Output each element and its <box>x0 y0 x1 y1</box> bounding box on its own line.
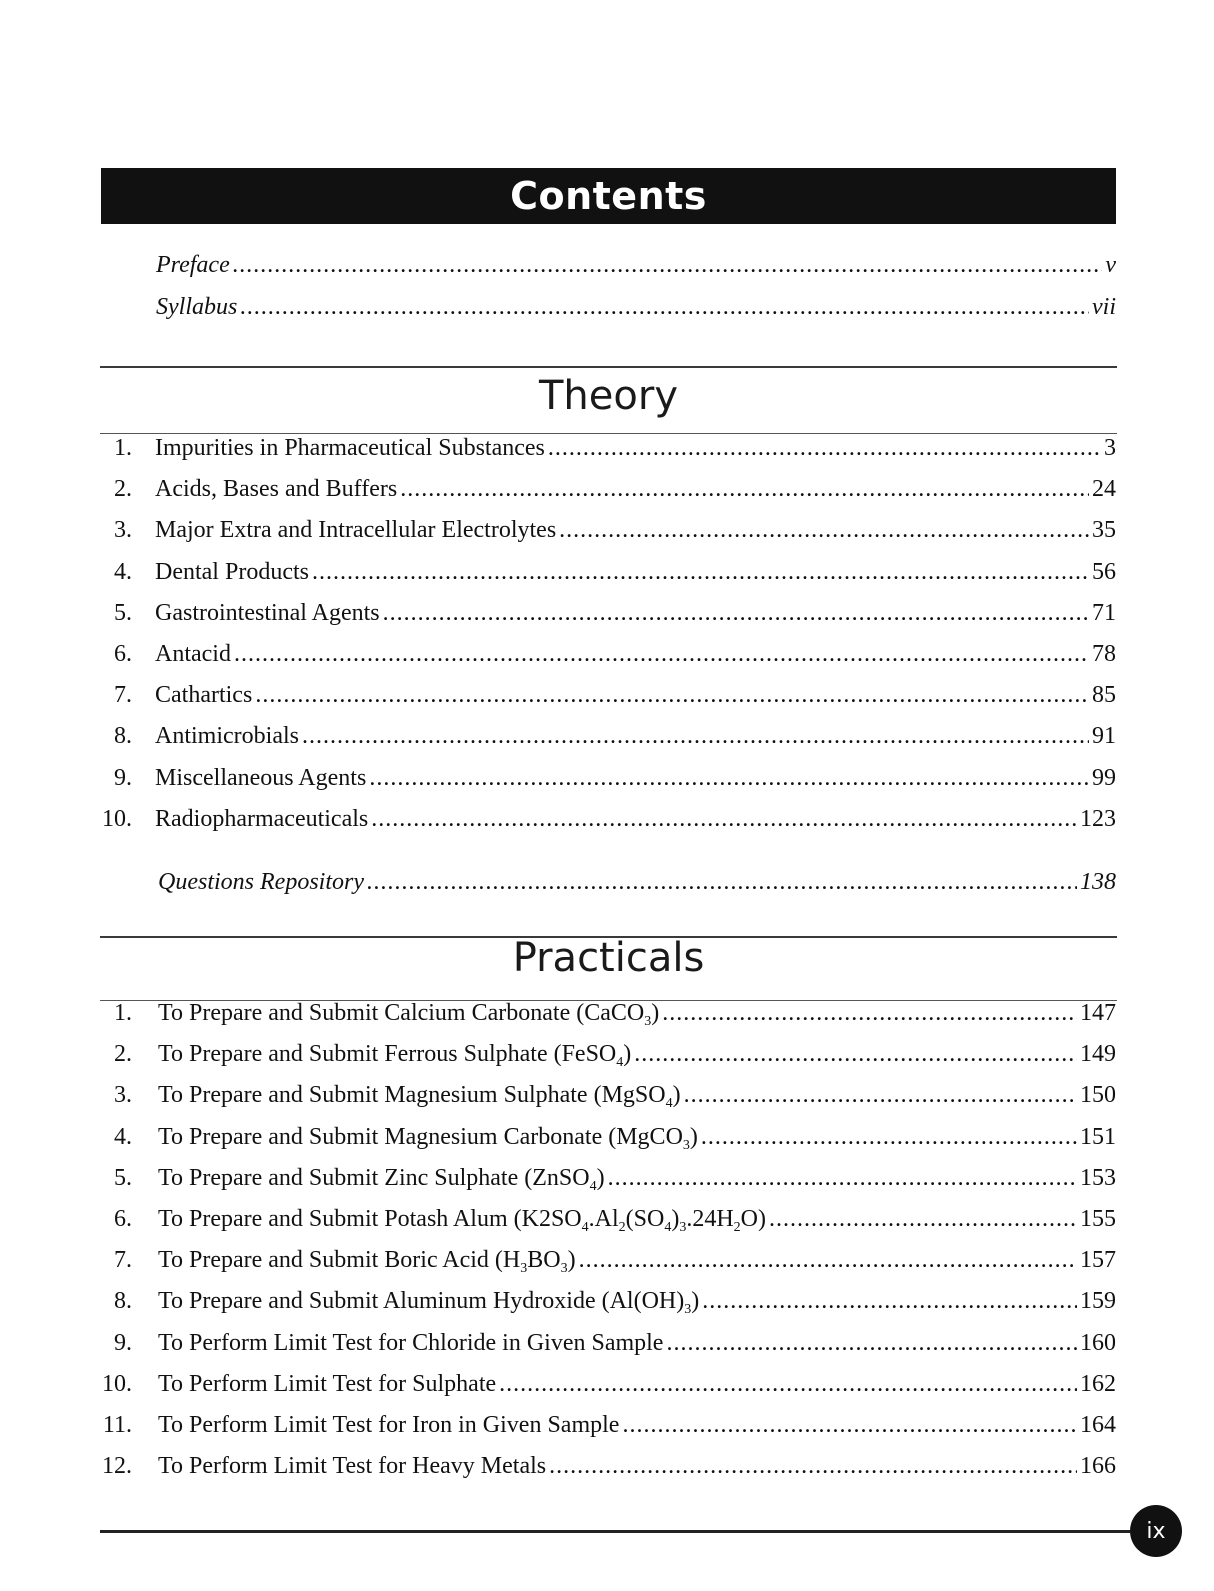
toc-entry-page: 35 <box>1092 517 1116 544</box>
toc-entry-title: Cathartics <box>155 682 253 709</box>
toc-entry[interactable] <box>96 721 1116 751</box>
footer-rule <box>100 1530 1130 1533</box>
section-title-theory: Theory <box>539 373 678 419</box>
toc-entry-number: 5. <box>114 599 132 626</box>
toc-entry[interactable] <box>96 639 1116 669</box>
toc-entry[interactable] <box>96 1369 1116 1399</box>
toc-entry-page: 153 <box>1080 1164 1116 1191</box>
toc-entry-page: 162 <box>1080 1370 1116 1397</box>
toc-entry-label <box>155 721 302 751</box>
page-number-badge <box>1130 1505 1182 1557</box>
toc-entry-label <box>155 598 383 628</box>
toc-entry-label <box>158 1080 684 1110</box>
toc-entry-page: 150 <box>1080 1082 1116 1109</box>
toc-entry-number: 11. <box>102 1412 132 1438</box>
formula-subscript: 3 <box>520 1261 528 1277</box>
formula-subscript: 4 <box>665 1096 673 1112</box>
toc-entry-number: 1. <box>114 435 132 461</box>
leader-dots <box>302 721 1089 751</box>
contents-title: Contents <box>510 174 707 218</box>
leader-dots <box>233 250 1103 280</box>
toc-entry-title: Major Extra and Intracellular Electrolytes <box>155 517 557 544</box>
toc-entry[interactable] <box>96 1122 1116 1152</box>
toc-entry-page: 155 <box>1080 1206 1116 1232</box>
toc-entry-label <box>158 1039 634 1069</box>
leader-dots <box>634 1039 1077 1069</box>
leader-dots <box>662 998 1077 1028</box>
formula-subscript: 3 <box>644 1014 652 1029</box>
toc-entry-number: 12. <box>102 1453 132 1480</box>
toc-entry[interactable] <box>96 515 1116 545</box>
toc-entry-page: 91 <box>1092 723 1116 750</box>
toc-entry-title: To Perform Limit Test for Heavy Metals <box>158 1453 547 1480</box>
toc-entry-number: 4. <box>114 558 132 585</box>
toc-entry-number: 2. <box>114 476 132 503</box>
toc-entry[interactable] <box>96 557 1116 587</box>
toc-entry-number: 7. <box>114 682 132 709</box>
section-divider <box>100 366 1117 368</box>
formula-subscript: 3 <box>684 1302 692 1318</box>
toc-entry-label <box>158 1163 608 1193</box>
formula-text: .24H <box>686 1206 734 1232</box>
toc-entry-number: 4. <box>114 1123 132 1150</box>
toc-entry[interactable] <box>96 1245 1116 1275</box>
toc-entry-title: To Prepare and Submit Zinc Sulphate (ZnSO <box>158 1164 590 1191</box>
toc-entry-title: To Prepare and Submit Magnesium Sulphate (MgSO <box>158 1082 666 1109</box>
toc-entry-page: 3 <box>1104 435 1116 461</box>
leader-dots <box>701 1122 1077 1152</box>
toc-entry[interactable] <box>96 1451 1116 1481</box>
toc-entry-title: To Prepare and Submit Magnesium Carbonate (MgCO <box>158 1123 683 1150</box>
toc-entry[interactable] <box>96 1163 1116 1193</box>
toc-entry-page: vii <box>1092 294 1116 320</box>
toc-entry-number: 3. <box>114 1082 132 1109</box>
leader-dots <box>702 1286 1077 1316</box>
toc-entry-title: Dental Products <box>155 558 309 585</box>
toc-entry-title: To Perform Limit Test for Chloride in Given Sample <box>158 1329 664 1356</box>
leader-dots <box>608 1163 1077 1193</box>
toc-entry-label: Syllabus <box>156 294 238 320</box>
formula-subscript: 4 <box>616 1055 624 1071</box>
toc-entry-title: Gastrointestinal Agents <box>155 599 380 626</box>
toc-entry-page: 78 <box>1092 641 1116 667</box>
toc-entry-number: 3. <box>114 517 132 544</box>
toc-entry-page: 149 <box>1080 1041 1116 1068</box>
formula-subscript: 2 <box>618 1220 626 1235</box>
formula-subscript: 4 <box>581 1220 589 1235</box>
formula-subscript: 2 <box>733 1220 741 1235</box>
toc-entry-label <box>158 998 662 1028</box>
toc-entry-label <box>155 557 312 587</box>
toc-entry-page: 71 <box>1092 599 1116 626</box>
toc-entry-number: 6. <box>114 641 132 667</box>
contents-banner <box>101 168 1116 224</box>
leader-dots <box>684 1080 1077 1110</box>
toc-entry-label <box>155 639 234 669</box>
leader-dots <box>622 1410 1077 1440</box>
leader-dots <box>369 763 1089 793</box>
toc-entry-label <box>158 1286 702 1316</box>
toc-entry[interactable] <box>96 804 1116 834</box>
toc-entry[interactable] <box>96 763 1116 793</box>
section-title-practicals: Practicals <box>512 935 705 981</box>
toc-entry-label <box>158 1245 579 1275</box>
leader-dots <box>240 292 1089 322</box>
leader-dots <box>400 474 1089 504</box>
toc-entry-title: Acids, Bases and Buffers <box>155 476 398 503</box>
formula-text: ) <box>596 1164 605 1191</box>
formula-text: (SO <box>625 1206 665 1232</box>
toc-entry-title: Radiopharmaceuticals <box>155 805 369 832</box>
toc-entry-label <box>158 1328 666 1358</box>
formula-subscript: 4 <box>589 1178 597 1194</box>
toc-entry[interactable] <box>96 1286 1116 1316</box>
toc-entry-title: To Prepare and Submit Ferrous Sulphate (FeSO <box>158 1041 617 1068</box>
toc-entry-title: To Prepare and Submit Potash Alum (K2SO <box>158 1206 582 1232</box>
formula-text: ) <box>567 1247 576 1274</box>
formula-text: BO <box>527 1247 561 1274</box>
toc-entry-page: 138 <box>1080 869 1116 895</box>
formula-text: .Al <box>588 1206 619 1232</box>
toc-entry-page: 24 <box>1092 476 1116 503</box>
toc-entry-page: 123 <box>1080 805 1116 832</box>
toc-entry-label <box>155 474 400 504</box>
leader-dots <box>548 433 1101 463</box>
toc-entry-page: 157 <box>1080 1247 1116 1274</box>
toc-entry-title: To Prepare and Submit Calcium Carbonate (CaCO <box>158 1000 645 1026</box>
toc-entry-page: 56 <box>1092 558 1116 585</box>
toc-entry-page: 159 <box>1080 1288 1116 1315</box>
toc-entry-number: 9. <box>114 764 132 791</box>
leader-dots <box>371 804 1077 834</box>
toc-entry[interactable] <box>96 1039 1116 1069</box>
toc-entry[interactable] <box>96 1080 1116 1110</box>
toc-entry-title: Miscellaneous Agents <box>155 764 367 791</box>
formula-subscript: 4 <box>664 1220 672 1235</box>
formula-text: ) <box>672 1082 681 1109</box>
toc-entry-title: To Prepare and Submit Aluminum Hydroxide (Al(OH) <box>158 1288 685 1315</box>
toc-entry-label <box>155 433 548 463</box>
formula-subscript: 3 <box>560 1261 568 1277</box>
toc-entry-page: 160 <box>1080 1329 1116 1356</box>
toc-entry-page: v <box>1105 252 1116 278</box>
toc-entry[interactable] <box>96 680 1116 710</box>
page-number: ix <box>1146 1518 1166 1544</box>
toc-entry-number: 7. <box>114 1247 132 1274</box>
toc-entry-label <box>155 804 371 834</box>
toc-entry-title: Impurities in Pharmaceutical Substances <box>155 435 545 461</box>
formula-text: ) <box>671 1206 680 1232</box>
toc-entry-number: 6. <box>114 1206 132 1232</box>
toc-entry[interactable] <box>96 598 1116 628</box>
toc-entry-title: Antacid <box>155 641 231 667</box>
toc-entry-title: To Perform Limit Test for Sulphate <box>158 1370 497 1397</box>
leader-dots <box>255 680 1089 710</box>
toc-entry-page: 164 <box>1080 1412 1116 1438</box>
toc-entry-syllabus[interactable] <box>156 292 1116 322</box>
formula-text: ) <box>651 1000 660 1026</box>
leader-dots <box>579 1245 1077 1275</box>
leader-dots <box>666 1328 1077 1358</box>
toc-entry-questions-repository[interactable] <box>158 867 1116 897</box>
toc-entry[interactable] <box>96 433 1116 463</box>
toc-entry-label <box>158 1369 499 1399</box>
toc-entry-number: 5. <box>114 1164 132 1191</box>
toc-entry[interactable] <box>96 1410 1116 1440</box>
leader-dots <box>549 1451 1077 1481</box>
leader-dots <box>769 1204 1077 1234</box>
toc-entry-number: 8. <box>114 1288 132 1315</box>
toc-entry-label: Preface <box>156 252 230 278</box>
formula-text: ) <box>689 1123 698 1150</box>
leader-dots <box>383 598 1089 628</box>
toc-entry[interactable] <box>96 1204 1116 1234</box>
toc-entry-title: Antimicrobials <box>155 723 299 750</box>
toc-entry-title: To Perform Limit Test for Iron in Given Sample <box>158 1412 620 1438</box>
toc-entry-label <box>158 1451 549 1481</box>
leader-dots <box>312 557 1089 587</box>
toc-entry[interactable] <box>96 474 1116 504</box>
toc-entry-label <box>158 1410 622 1440</box>
toc-entry-label: Questions Repository <box>158 869 364 895</box>
toc-entry-page: 147 <box>1080 1000 1116 1026</box>
leader-dots <box>559 515 1089 545</box>
leader-dots <box>234 639 1089 669</box>
toc-entry-page: 99 <box>1092 764 1116 791</box>
toc-entry-number: 10. <box>102 1370 132 1397</box>
toc-entry-page: 151 <box>1080 1123 1116 1150</box>
toc-entry-label <box>158 1204 769 1234</box>
toc-entry-page: 166 <box>1080 1453 1116 1480</box>
toc-entry-page: 85 <box>1092 682 1116 709</box>
toc-entry-number: 8. <box>114 723 132 750</box>
formula-text: ) <box>691 1288 700 1315</box>
toc-entry-number: 2. <box>114 1041 132 1068</box>
toc-entry-label <box>155 763 369 793</box>
formula-text: O) <box>740 1206 766 1232</box>
formula-text: ) <box>623 1041 632 1068</box>
toc-entry-title: To Prepare and Submit Boric Acid (H <box>158 1247 521 1274</box>
toc-entry-number: 1. <box>114 1000 132 1026</box>
toc-entry-label <box>155 680 255 710</box>
toc-entry[interactable] <box>96 998 1116 1028</box>
leader-dots <box>367 867 1077 897</box>
leader-dots <box>499 1369 1077 1399</box>
toc-entry-number: 9. <box>114 1329 132 1356</box>
formula-subscript: 3 <box>682 1137 690 1153</box>
toc-entry-number: 10. <box>102 805 132 832</box>
toc-entry-label <box>158 1122 701 1152</box>
toc-entry-label <box>155 515 559 545</box>
formula-subscript: 3 <box>679 1220 687 1235</box>
toc-entry[interactable] <box>96 1328 1116 1358</box>
toc-entry-preface[interactable] <box>156 250 1116 280</box>
